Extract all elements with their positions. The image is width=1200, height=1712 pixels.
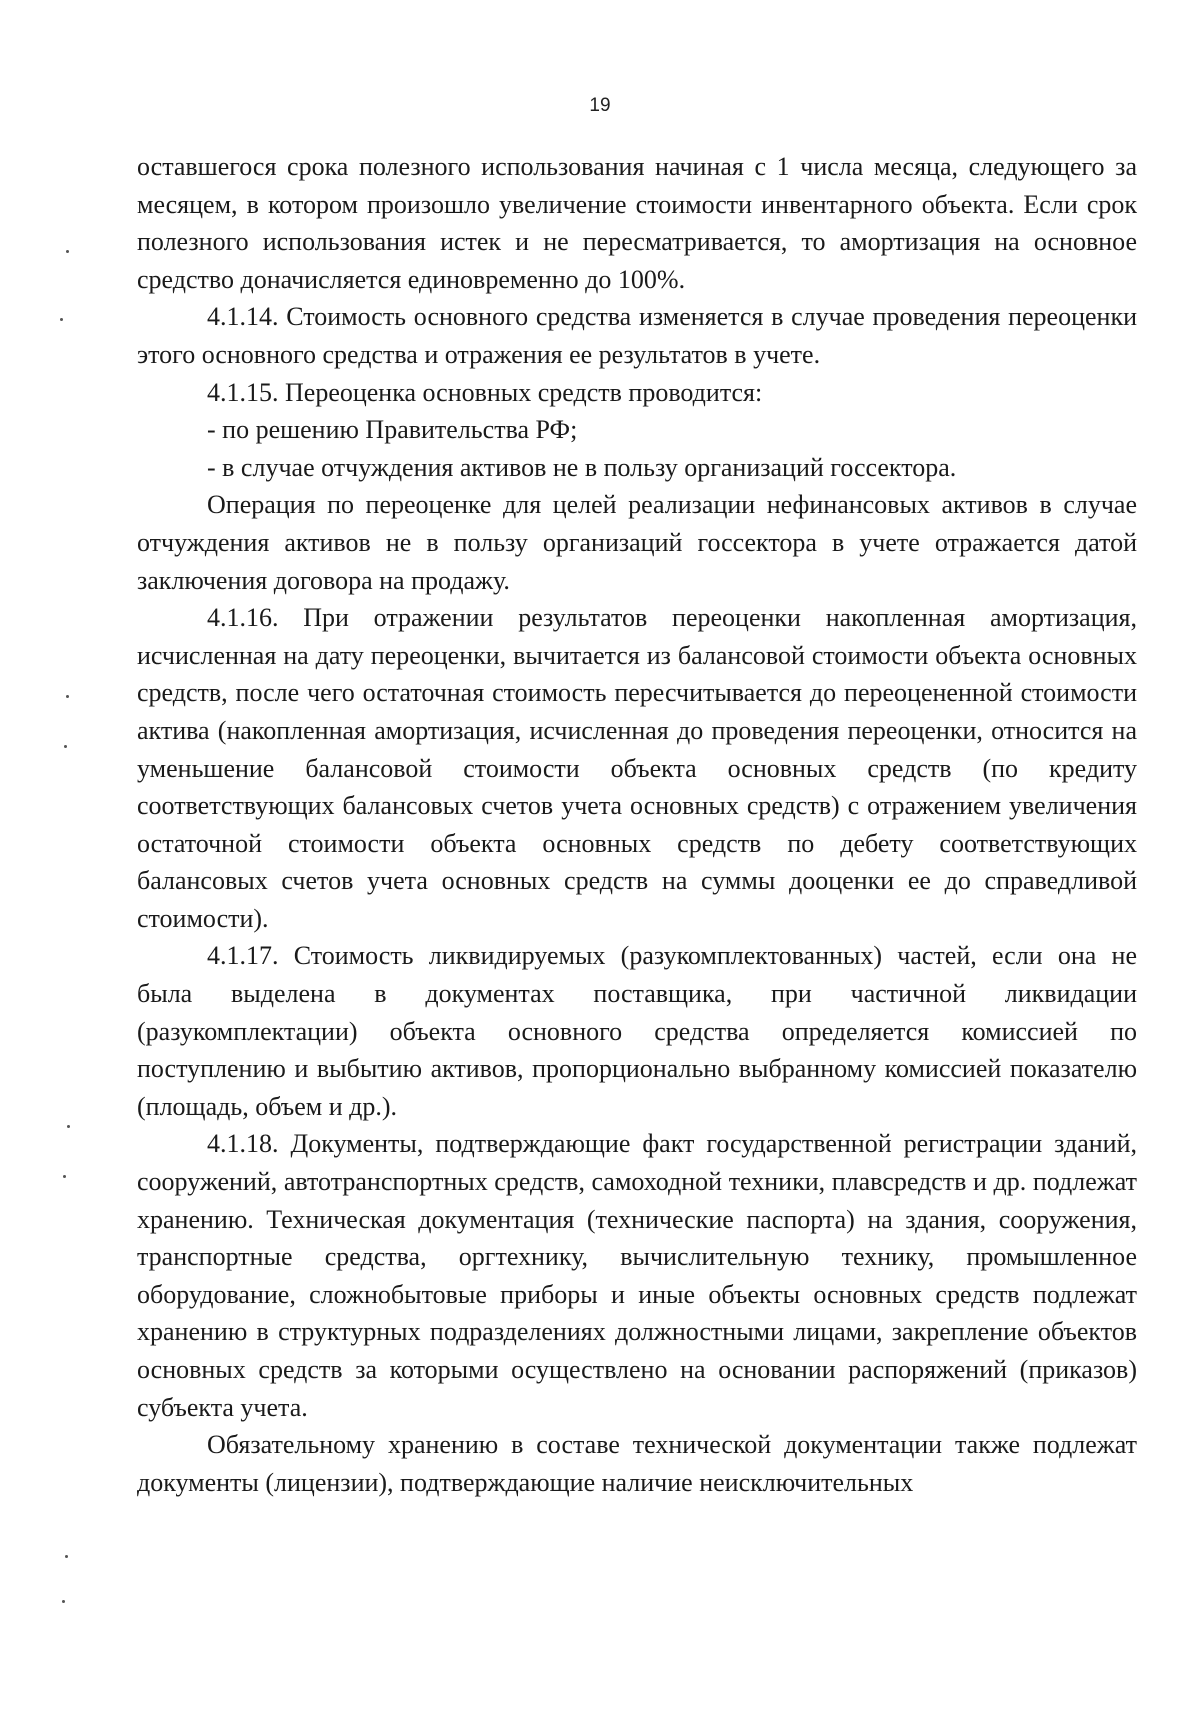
paragraph-4-1-18: 4.1.18. Документы, подтверждающие факт государственной регистрации зданий, сооружений, автотранспортных средств, самоходной техники, плавсредств и др. подлежат хранению. Техническая документация (технические паспорта) на здания, сооружения, транспортные средства, оргтехнику, вычислительную технику, промышленное оборудование, сложнобытовые приборы и иные объекты основных средств подлежат хранению в структурных подразделениях должностными лицами, закрепление объектов основных средств за которыми осуществлено на основании распоряжений (приказов) субъекта учета. xyxy=(137,1129,1137,1422)
paragraph-revaluation-operation: Операция по переоценке для целей реализации нефинансовых активов в случае отчуждения активов не в пользу организаций госсектора в учете отражается датой заключения договора на продажу. xyxy=(137,490,1137,595)
scan-speck xyxy=(66,695,69,698)
list-item-government-decision: - по решению Правительства РФ; xyxy=(207,415,578,445)
paragraph-mandatory-storage: Обязательному хранению в составе технической документации также подлежат документы (лицензии), подтверждающие наличие неисключительных xyxy=(137,1430,1137,1497)
scan-speck xyxy=(63,1175,66,1178)
scan-speck xyxy=(64,745,67,748)
scan-speck xyxy=(65,1555,68,1558)
paragraph-4-1-17: 4.1.17. Стоимость ликвидируемых (разукомплектованных) частей, если она не была выделена в документах поставщика, при частичной ликвидации (разукомплектации) объекта основного средства определяется комиссией по поступлению и выбытию активов, пропорционально выбранному комиссией показателю (площадь, объем и др.). xyxy=(137,941,1137,1121)
scan-speck xyxy=(66,250,69,253)
page-number: 19 xyxy=(589,95,611,116)
scan-speck xyxy=(60,318,63,321)
scan-speck xyxy=(67,1125,70,1128)
list-item-asset-alienation: - в случае отчуждения активов не в пользу организаций госсектора. xyxy=(207,452,957,482)
paragraph-continuation: оставшегося срока полезного использования начиная с 1 числа месяца, следующего за месяцем, в котором произошло увеличение стоимости инвентарного объекта. Если срок полезного использования истек и не пересматривается, то амортизация на основное средство доначисляется единовременно до 100%. xyxy=(137,152,1137,294)
paragraph-4-1-16: 4.1.16. При отражении результатов переоценки накопленная амортизация, исчисленная на дату переоценки, вычитается из балансовой стоимости объекта основных средств, после чего остаточная стоимость пересчитывается до переоцененной стоимости актива (накопленная амортизация, исчисленная до проведения переоценки, относится на уменьшение балансовой стоимости объекта основных средств (по кредиту соответствующих балансовых счетов учета основных средств) с отражением увеличения остаточной стоимости объекта основных средств по дебету соответствующих балансовых счетов учета основных средств на суммы дооценки ее до справедливой стоимости). xyxy=(137,603,1137,933)
scan-speck xyxy=(62,1600,65,1603)
document-body xyxy=(137,148,1137,1501)
paragraph-4-1-15: 4.1.15. Переоценка основных средств проводится: xyxy=(207,377,763,407)
paragraph-4-1-14: 4.1.14. Стоимость основного средства изменяется в случае проведения переоценки этого основного средства и отражения ее результатов в учете. xyxy=(137,302,1137,369)
